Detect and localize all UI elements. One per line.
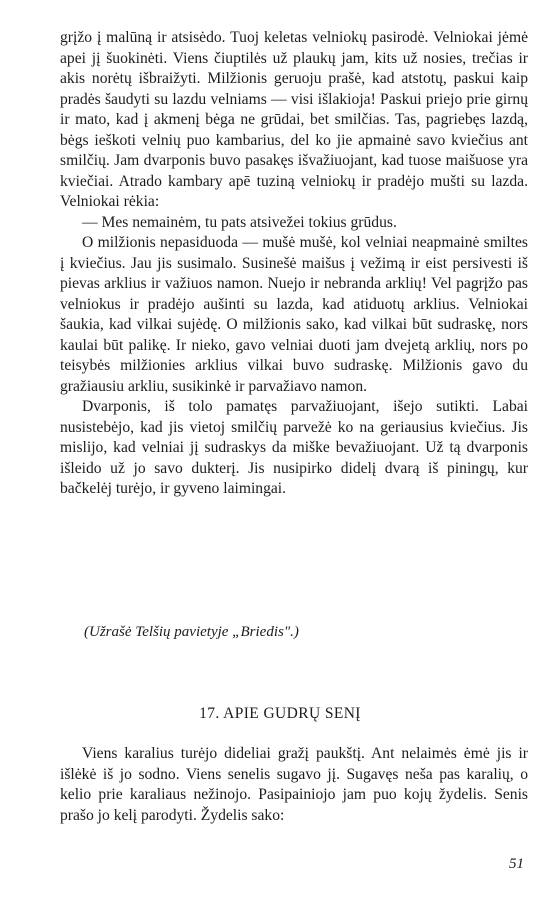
story-text-bottom <box>60 744 528 826</box>
source-note: (Užrašė Telšių pavietyje „Briedis".) <box>84 624 299 640</box>
paragraph: Viens karalius turėjo dideliai gražį paukštį. Ant nelaimės ėmė jis ir išlėkė iš jo sodno. Viens senelis sugavo jį. Sugavęs neša pas karalių, o kelio prie karaliaus nežinojo. Pasipainiojo jam puo kojų žydelis. Senis prašo jo kelį parodyti. Žydelis sako: <box>60 745 528 824</box>
story-text-top <box>60 28 528 500</box>
page-number: 51 <box>509 856 524 872</box>
paragraph: grįžo į malūną ir atsisėdo. Tuoj keletas velniokų pasirodė. Velniokai jėmė apei jį šuokinėti. Viens čiuptilės už plaukų jam, kits už nosies, trečias ir akis norėtų išbraižyti. Milžionis geruoju prašė, kad atstotų, paskui kaip pradės šaudyti su lazdu velniams — visi išlakioja! Paskui priejo prie girnų ir mato, kad į akmenį bėga ne grūdai, bet smilčias. Tas, pagriebęs lazdą, bėgs ieškoti velnių puo kambarius, del ko jie apmainė savo kviečius ant smilčių. Jam dvarponis buvo pasakęs išvažiuojant, kad tuose maišuose yra kviečiai. Atrado kambary apē tuziną velniokų ir pradėjo mušti su lazda. Velniokai rėkia: <box>60 29 528 210</box>
paragraph: O milžionis nepasiduoda — mušė mušė, kol velniai neapmainė smiltes į kviečius. Jau jis susimalo. Susinešė maišus į vežimą ir eist persivesti iš pievas arklius ir važiuos namon. Nuejo ir nebranda arklių! Vel pagrįžo pas velniokus ir pradėjo aušinti su lazda, kad atiduotų arklius. Velniokai šaukia, kad vilkai sujėdę. O milžionis sako, kad vilkai būt sudraskę, nors kaulai būt palikę. Ir nieko, gavo velniai duoti jam dvejetą arklių, nors po teisybės milžionies arklius vilkai buvo sudraskę. Milžionis gavo du gražiausiu arkliu, susikinkė ir parvažiavo namon. <box>60 234 528 395</box>
paragraph: Dvarponis, iš tolo pamatęs parvažiuojant, išejo sutikti. Labai nusistebėjo, kad jis vietoj smilčių parvežė ko na geriausius kviečius. Jis mislijo, kad velniai jį sudraskys da miške bevažiuojant. Už tą dvarponis išleido už jo savo dukterį. Jis nusipirko didelį dvarą iš piningų, kur bačkelėj turėjo, ir gyveno laimingai. <box>60 398 528 497</box>
paragraph: — Mes nemainėm, tu pats atsivežei tokius grūdus. <box>82 213 397 231</box>
chapter-title: 17. APIE GUDRŲ SENĮ <box>199 705 361 722</box>
